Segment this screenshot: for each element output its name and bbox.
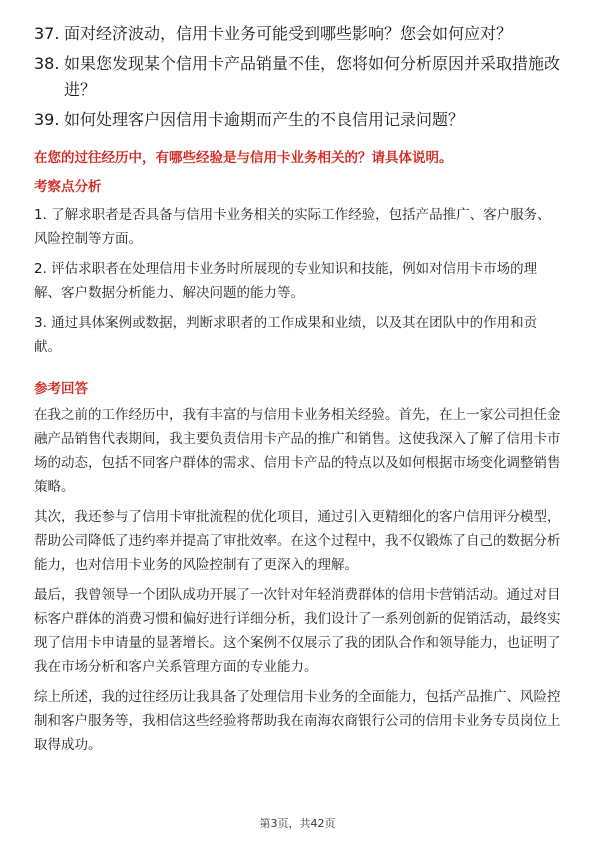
analysis-point: 1. 了解求职者是否具备与信用卡业务相关的实际工作经验，包括产品推广、客户服务、风险控制等方面。 (34, 207, 551, 247)
question-item (34, 51, 564, 103)
analysis-point: 3. 通过具体案例或数据，判断求职者的工作成果和业绩，以及其在团队中的作用和贡献。 (34, 315, 538, 355)
page-footer: 第3页，共42页 (259, 817, 336, 830)
answer-section (34, 403, 564, 763)
question-list (34, 21, 564, 137)
question-text: 面对经济波动，信用卡业务可能受到哪些影响？您会如何应对？ (64, 24, 513, 43)
analysis-point: 2. 评估求职者在处理信用卡业务时所展现的专业知识和技能，例如对信用卡市场的理解、客户数据分析能力、解决问题的能力等。 (34, 261, 538, 301)
answer-paragraph: 最后，我曾领导一个团队成功开展了一次针对年轻消费群体的信用卡营销活动。通过对目标客户群体的消费习惯和偏好进行详细分析，我们设计了一系列创新的促销活动，最终实现了信用卡申请量的显著增长。这个案例不仅展示了我的团队合作和领导能力，也证明了我在市场分析和客户关系管理方面的专业能力。 (34, 587, 561, 675)
answer-paragraph: 在我之前的工作经历中，我有丰富的与信用卡业务相关经验。首先，在上一家公司担任金融产品销售代表期间，我主要负责信用卡产品的推广和销售。这使我深入了解了信用卡市场的动态，包括不同客户群体的需求、信用卡产品的特点以及如何根据市场变化调整销售策略。 (34, 407, 561, 495)
analysis-section (34, 203, 564, 365)
question-item (34, 21, 564, 47)
question-number: 38. (34, 54, 60, 73)
analysis-title: 考察点分析 (34, 179, 102, 195)
answer-paragraph: 综上所述，我的过往经历让我具备了处理信用卡业务的全面能力，包括产品推广、风险控制和客户服务等，我相信这些经验将帮助我在南海农商银行公司的信用卡业务专员岗位上取得成功。 (34, 689, 561, 753)
question-item (34, 107, 564, 133)
answer-title: 参考回答 (34, 381, 88, 397)
question-number: 39. (34, 110, 60, 129)
focus-question: 在您的过往经历中，有哪些经验是与信用卡业务相关的？请具体说明。 (34, 150, 453, 166)
question-text: 如何处理客户因信用卡逾期而产生的不良信用记录问题？ (64, 110, 465, 129)
question-number: 37. (34, 24, 60, 43)
question-text: 如果您发现某个信用卡产品销量不佳，您将如何分析原因并采取措施改进？ (64, 54, 561, 99)
answer-paragraph: 其次，我还参与了信用卡审批流程的优化项目，通过引入更精细化的客户信用评分模型，帮助公司降低了违约率并提高了审批效率。在这个过程中，我不仅锻炼了自己的数据分析能力，也对信用卡业务的风险控制有了更深入的理解。 (34, 509, 561, 573)
